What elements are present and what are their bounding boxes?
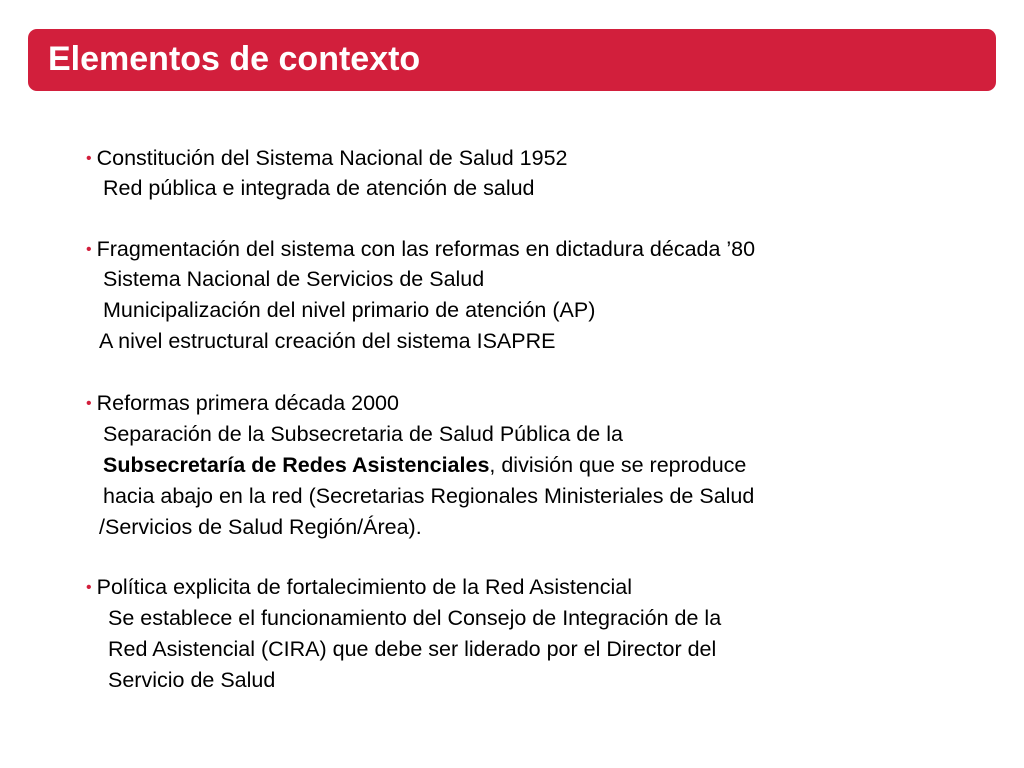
section-line: Sistema Nacional de Servicios de Salud (103, 267, 485, 291)
section-line: Subsecretaría de Redes Asistenciales, división que se reproduce (103, 453, 747, 477)
bold-text: Subsecretaría de Redes Asistenciales (103, 453, 490, 477)
section-line: /Servicios de Salud Región/Área). (99, 515, 422, 539)
section-line: Red Asistencial (CIRA) que debe ser liderado por el Director del (108, 637, 717, 661)
section-line: Separación de la Subsecretaria de Salud Pública de la (103, 422, 623, 446)
section-heading: • Política explicita de fortalecimiento de la Red Asistencial (86, 575, 632, 599)
section-line: Servicio de Salud (108, 668, 276, 692)
bullet-icon: • (86, 241, 92, 258)
title-bar (28, 29, 996, 91)
slide-title: Elementos de contexto (48, 40, 421, 78)
section-line: A nivel estructural creación del sistema ISAPRE (99, 329, 556, 353)
section-heading: • Fragmentación del sistema con las reformas en dictadura década ’80 (86, 237, 756, 261)
section-line: Municipalización del nivel primario de atención (AP) (103, 298, 596, 322)
section-line: Red pública e integrada de atención de salud (103, 176, 535, 200)
section-line: Se establece el funcionamiento del Consejo de Integración de la (108, 606, 722, 630)
bullet-icon: • (86, 150, 92, 167)
bullet-icon: • (86, 579, 92, 596)
section-heading: • Reformas primera década 2000 (86, 391, 399, 415)
section-heading: • Constitución del Sistema Nacional de Salud 1952 (86, 146, 568, 170)
section-line: hacia abajo en la red (Secretarias Regionales Ministeriales de Salud (103, 484, 755, 508)
bullet-icon: • (86, 395, 92, 412)
